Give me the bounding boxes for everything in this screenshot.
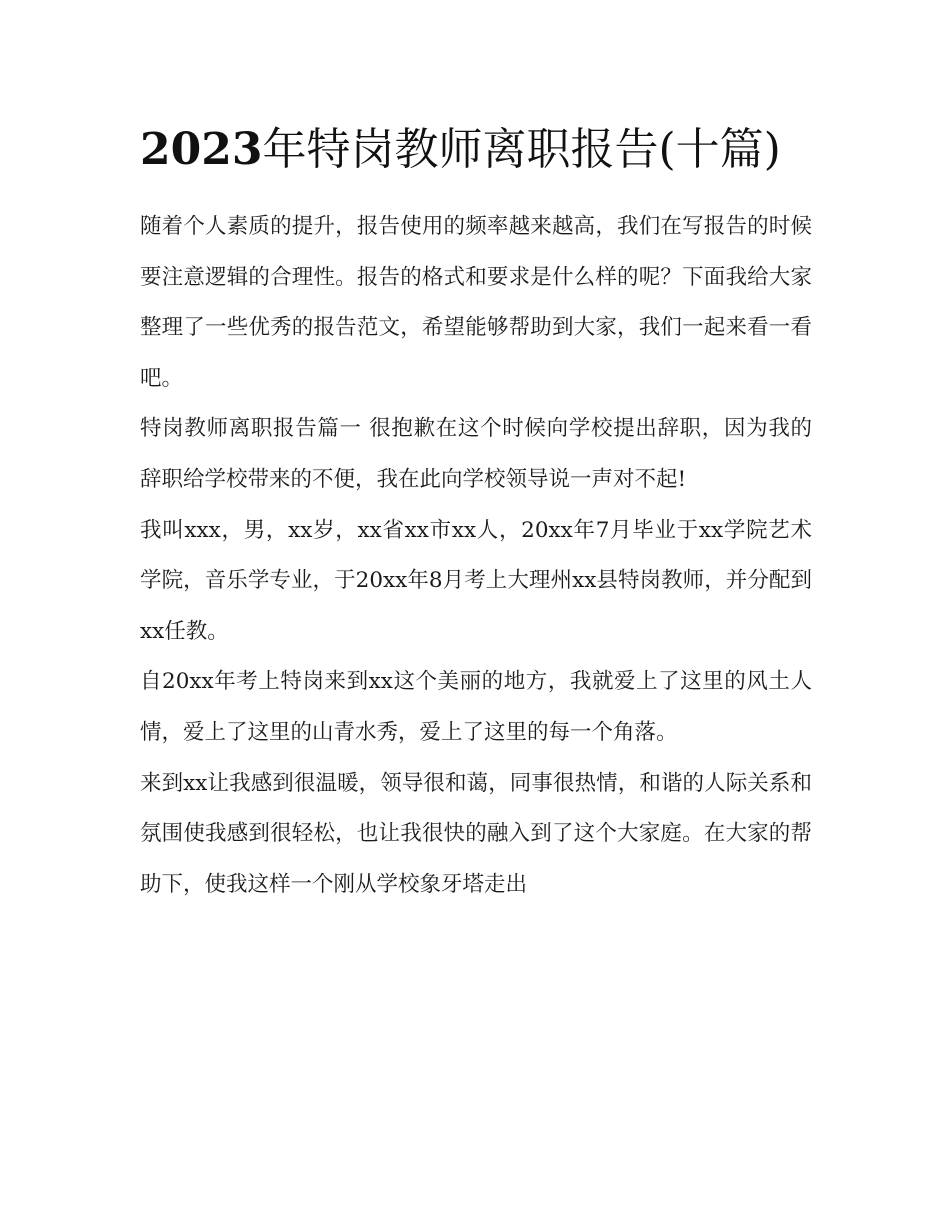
title-year: 2023 bbox=[140, 124, 263, 175]
intro-paragraph: 随着个人素质的提升，报告使用的频率越来越高，我们在写报告的时候要注意逻辑的合理性。报告的格式和要求是什么样的呢？下面我给大家整理了一些优秀的报告范文，希望能够帮助到大家，我们一起来看一看吧。 bbox=[140, 214, 812, 391]
paragraph-apology: 特岗教师离职报告篇一 很抱歉在这个时候向学校提出辞职，因为我的辞职给学校带来的不便，我在此向学校领导说一声对不起! bbox=[140, 416, 812, 492]
paragraph-gratitude: 来到xx让我感到很温暖，领导很和蔼，同事很热情，和谐的人际关系和氛围使我感到很轻松，也让我很快的融入到了这个大家庭。在大家的帮助下，使我这样一个刚从学校象牙塔走出 bbox=[140, 770, 812, 897]
document-title bbox=[140, 112, 812, 188]
paragraph-self-intro: 我叫xxx，男，xx岁，xx省xx市xx人，20xx年7月毕业于xx学院艺术学院，音乐学专业，于20xx年8月考上大理州xx县特岗教师，并分配到xx任教。 bbox=[140, 517, 812, 644]
paragraph-impression: 自20xx年考上特岗来到xx这个美丽的地方，我就爱上了这里的风土人情，爱上了这里的山青水秀，爱上了这里的每一个角落。 bbox=[140, 669, 812, 745]
title-text: 年特岗教师离职报告(十篇) bbox=[262, 124, 781, 175]
document-body bbox=[140, 202, 812, 910]
document-page bbox=[140, 112, 812, 910]
